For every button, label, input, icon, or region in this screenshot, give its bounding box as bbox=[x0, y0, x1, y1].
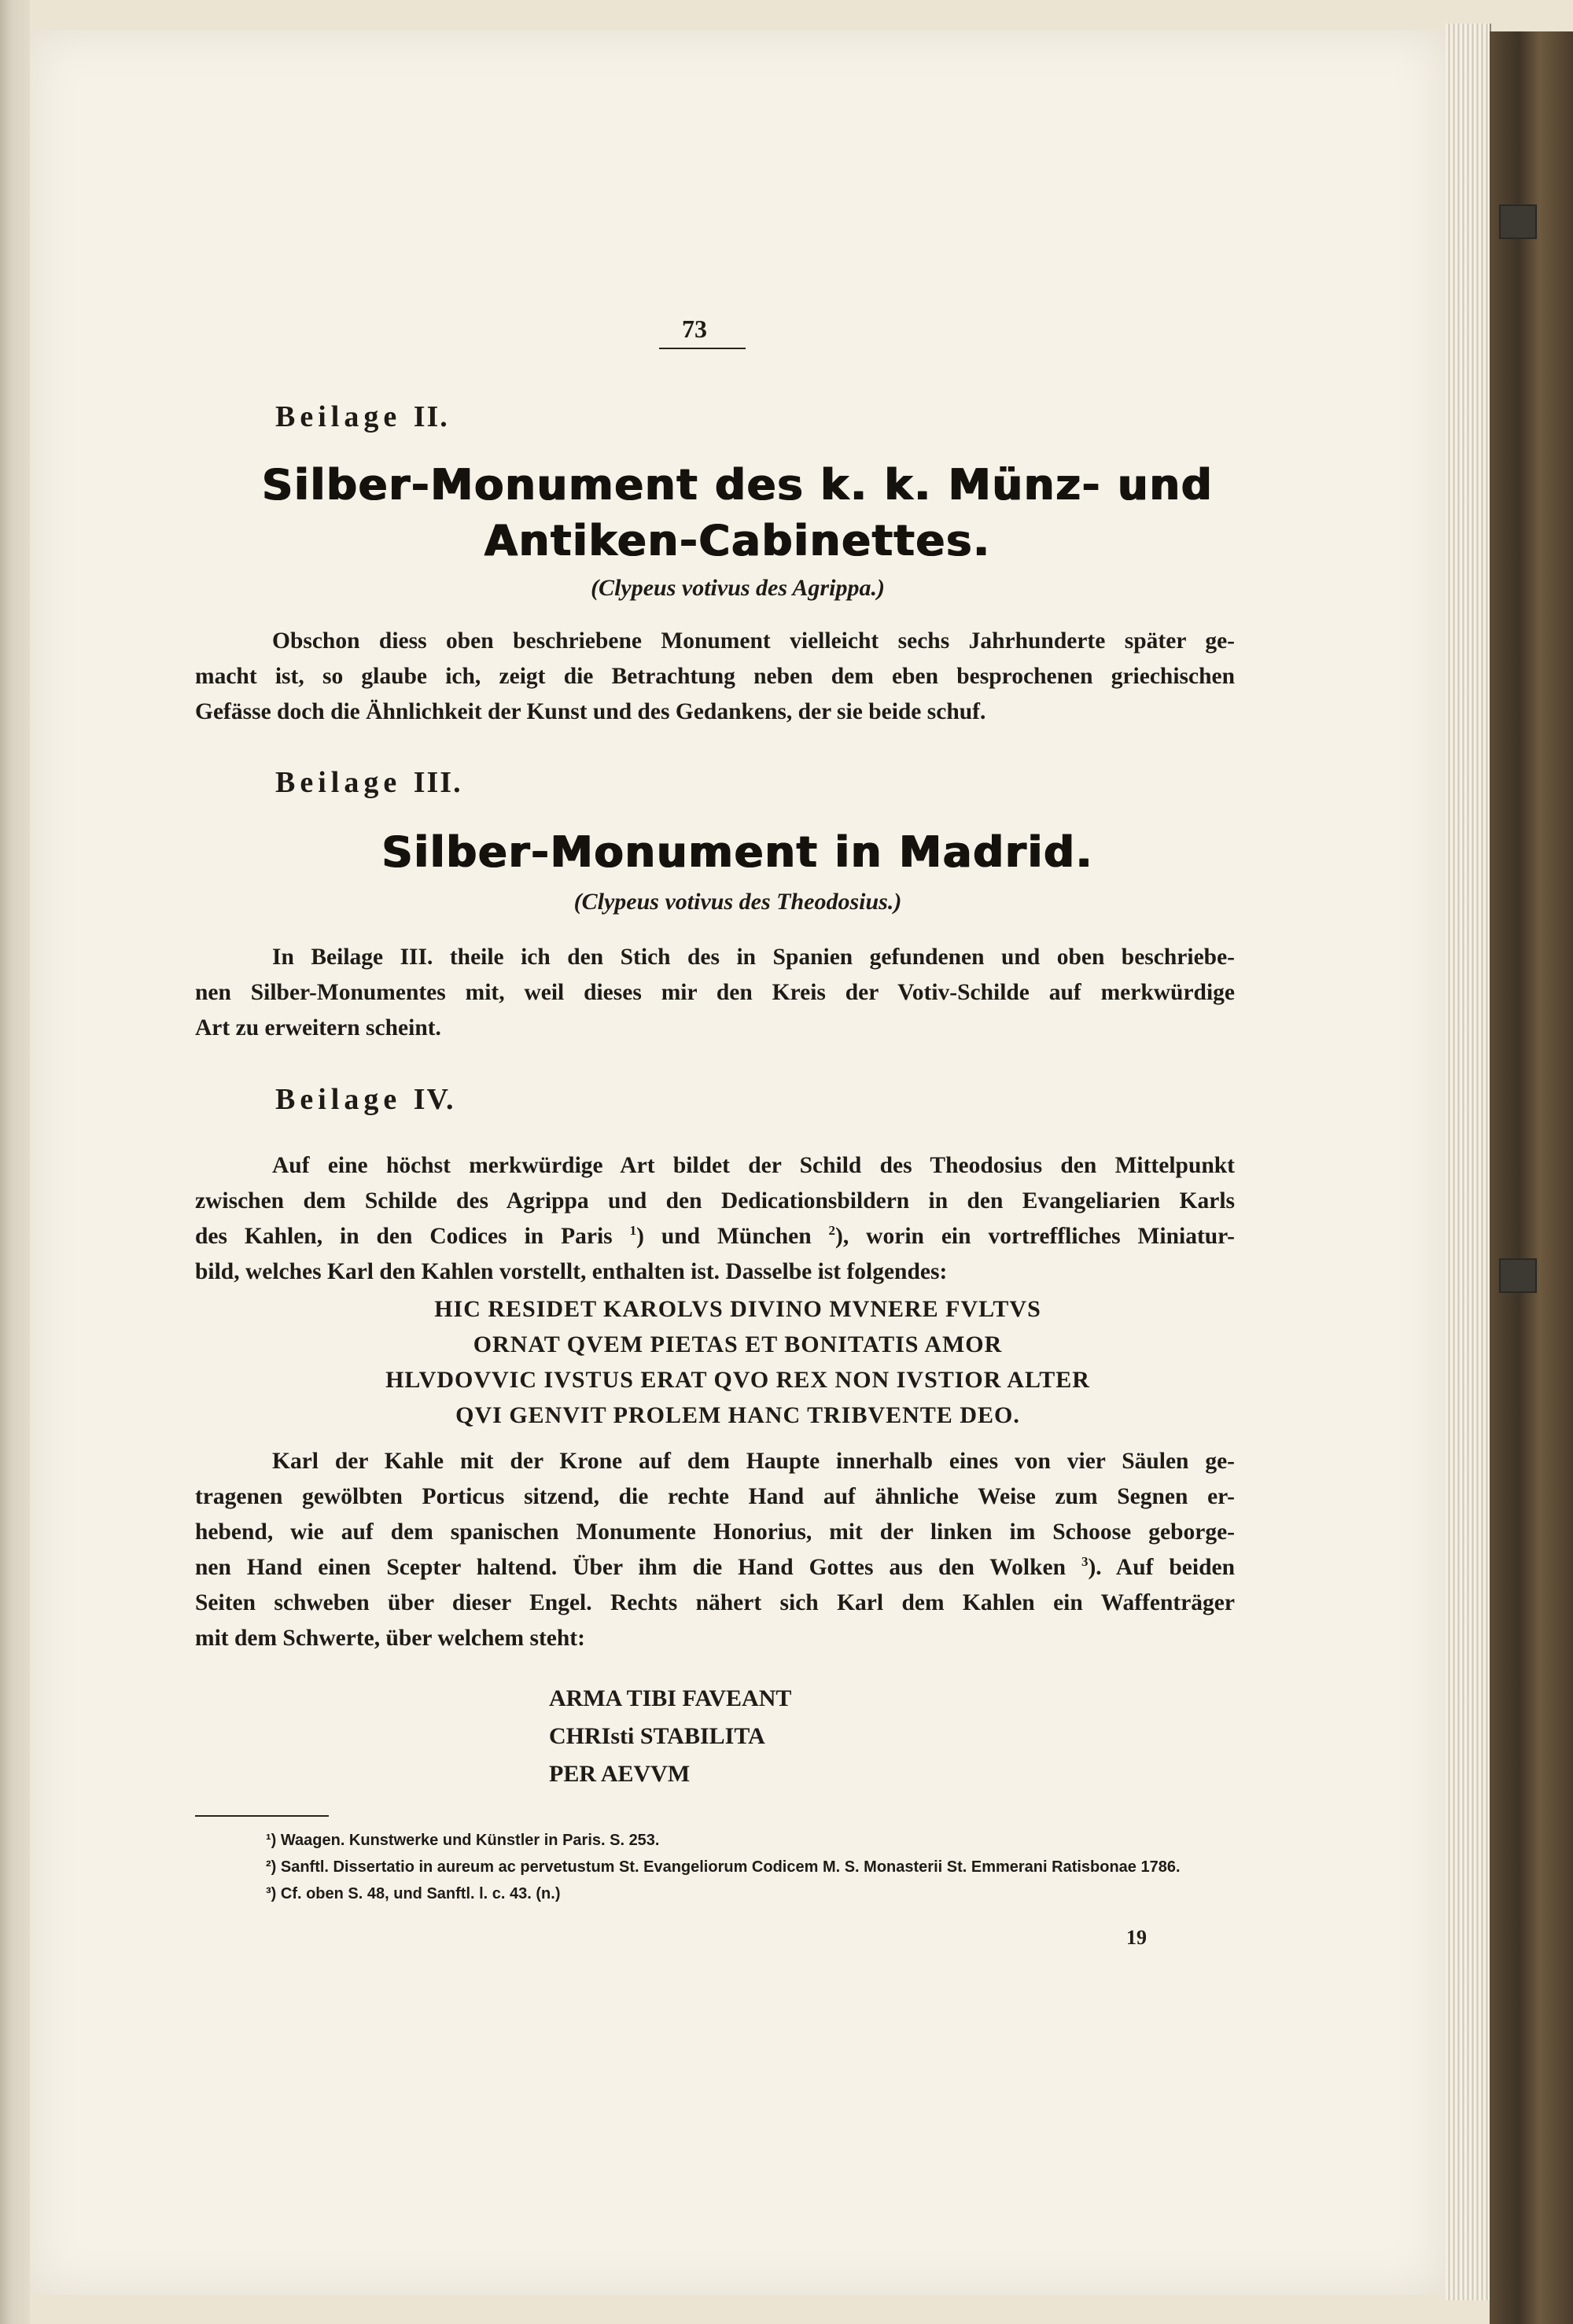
beilage-number: II. bbox=[413, 400, 449, 433]
paragraph-line: zwischen dem Schilde des Agrippa und den Dedicationsbildern in den Evangeliarien Karls bbox=[195, 1188, 1235, 1214]
paragraph-line: bild, welches Karl den Kahlen vorstellt, enthalten ist. Dasselbe ist folgendes: bbox=[195, 1259, 948, 1284]
inscription-line: PER AEVVM bbox=[549, 1761, 691, 1787]
beilage-label: Beilage bbox=[275, 766, 402, 799]
text-run: des Kahlen, in den Codices in Paris bbox=[195, 1224, 630, 1249]
paragraph-line: tragenen gewölbten Porticus sitzend, die rechte Hand auf ähnliche Weise zum Segnen er- bbox=[195, 1484, 1235, 1509]
section-heading-beilage-2 bbox=[275, 400, 449, 434]
inscription-line: HIC RESIDET KAROLVS DIVINO MVNERE FVLTVS bbox=[434, 1296, 1041, 1322]
paragraph-line: Auf eine höchst merkwürdige Art bildet der Schild des Theodosius den Mittelpunkt bbox=[272, 1153, 1235, 1178]
page-number-rule bbox=[659, 348, 746, 349]
section-heading-beilage-4 bbox=[275, 1082, 455, 1117]
text-run: ). Auf beiden bbox=[1088, 1555, 1235, 1580]
inscription-line: ORNAT QVEM PIETAS ET BONITATIS AMOR bbox=[473, 1331, 1003, 1357]
beilage-label: Beilage bbox=[275, 400, 402, 433]
page-edges bbox=[1446, 24, 1491, 2300]
section-paragraph bbox=[195, 1148, 1235, 1290]
latin-inscription bbox=[30, 1291, 1446, 1433]
paragraph-line bbox=[195, 1550, 1235, 1586]
page-number: 73 bbox=[682, 315, 707, 343]
clasp-icon bbox=[1499, 204, 1537, 239]
inscription-line: HLVDOVVIC IVSTUS ERAT QVO REX NON IVSTIOR ALTER bbox=[385, 1367, 1090, 1393]
latin-inscription-short bbox=[549, 1680, 942, 1793]
paragraph-line: Karl der Kahle mit der Krone auf dem Haupte innerhalb eines von vier Säulen ge- bbox=[272, 1449, 1235, 1474]
text-run: nen Hand einen Scepter haltend. Über ihm die Hand Gottes aus den Wolken bbox=[195, 1555, 1081, 1580]
section-paragraph bbox=[195, 1444, 1235, 1656]
inscription-line: QVI GENVIT PROLEM HANC TRIBVENTE DEO. bbox=[455, 1402, 1020, 1428]
footnote-ref: 2 bbox=[828, 1223, 836, 1239]
text-run: ), worin ein vortreffliches Miniatur- bbox=[835, 1224, 1235, 1249]
paragraph-line: Seiten schweben über dieser Engel. Rechts nähert sich Karl dem Kahlen ein Waffenträger bbox=[195, 1590, 1235, 1615]
footnote: ¹) Waagen. Kunstwerke und Künstler in Paris. S. 253. bbox=[266, 1832, 660, 1849]
paragraph-line: Obschon diess oben beschriebene Monument vielleicht sechs Jahrhunderte später ge- bbox=[272, 628, 1235, 654]
footnotes bbox=[266, 1827, 1249, 1907]
binding-left-edge bbox=[0, 0, 30, 2324]
paragraph-line: hebend, wie auf dem spanischen Monumente Honorius, mit der linken im Schoose geborge- bbox=[195, 1519, 1235, 1545]
footnote: ³) Cf. oben S. 48, und Sanftl. l. c. 43. (n.) bbox=[266, 1885, 561, 1902]
section-heading-beilage-3 bbox=[275, 765, 462, 800]
paragraph-line: Art zu erweitern scheint. bbox=[195, 1015, 441, 1040]
signature-mark: 19 bbox=[1126, 1926, 1147, 1949]
section-subtitle: (Clypeus votivus des Theodosius.) bbox=[573, 889, 902, 915]
clasp-icon bbox=[1499, 1258, 1537, 1293]
beilage-label: Beilage bbox=[275, 1083, 402, 1116]
inscription-line: ARMA TIBI FAVEANT bbox=[549, 1685, 792, 1711]
paragraph-line: macht ist, so glaube ich, zeigt die Betrachtung neben dem eben besprochenen griechischen bbox=[195, 664, 1235, 689]
section-title-line: Silber-Monument des k. k. Münz- und bbox=[262, 460, 1214, 510]
section-title-line: Antiken-Cabinettes. bbox=[484, 516, 991, 565]
paragraph-line: In Beilage III. theile ich den Stich des in Spanien gefundenen und oben beschriebe- bbox=[272, 945, 1235, 970]
footnote-rule bbox=[195, 1815, 329, 1817]
book-cover-edge bbox=[1490, 31, 1573, 2324]
footnote: ²) Sanftl. Dissertatio in aureum ac pervetustum St. Evangeliorum Codicem M. S. Monasterii St. Emmerani Ratisbonae 1786. bbox=[266, 1858, 1181, 1876]
inscription-line: CHRIsti STABILITA bbox=[549, 1723, 765, 1749]
section-subtitle: (Clypeus votivus des Agrippa.) bbox=[591, 575, 885, 601]
section-title-line: Silber-Monument in Madrid. bbox=[381, 827, 1094, 877]
section-paragraph bbox=[195, 940, 1235, 1046]
beilage-number: III. bbox=[413, 766, 462, 799]
document-page bbox=[30, 30, 1446, 2295]
paragraph-line bbox=[195, 1219, 1235, 1254]
paragraph-line: Gefässe doch die Ähnlichkeit der Kunst und des Gedankens, der sie beide schuf. bbox=[195, 699, 986, 724]
footnote-ref: 3 bbox=[1081, 1554, 1089, 1570]
text-run: ) und München bbox=[636, 1224, 829, 1249]
section-paragraph bbox=[195, 624, 1235, 730]
paragraph-line: mit dem Schwerte, über welchem steht: bbox=[195, 1626, 585, 1651]
footnote-ref: 1 bbox=[629, 1223, 637, 1239]
beilage-number: IV. bbox=[413, 1083, 455, 1116]
paragraph-line: nen Silber-Monumentes mit, weil dieses mir den Kreis der Votiv-Schilde auf merkwürdige bbox=[195, 980, 1235, 1005]
